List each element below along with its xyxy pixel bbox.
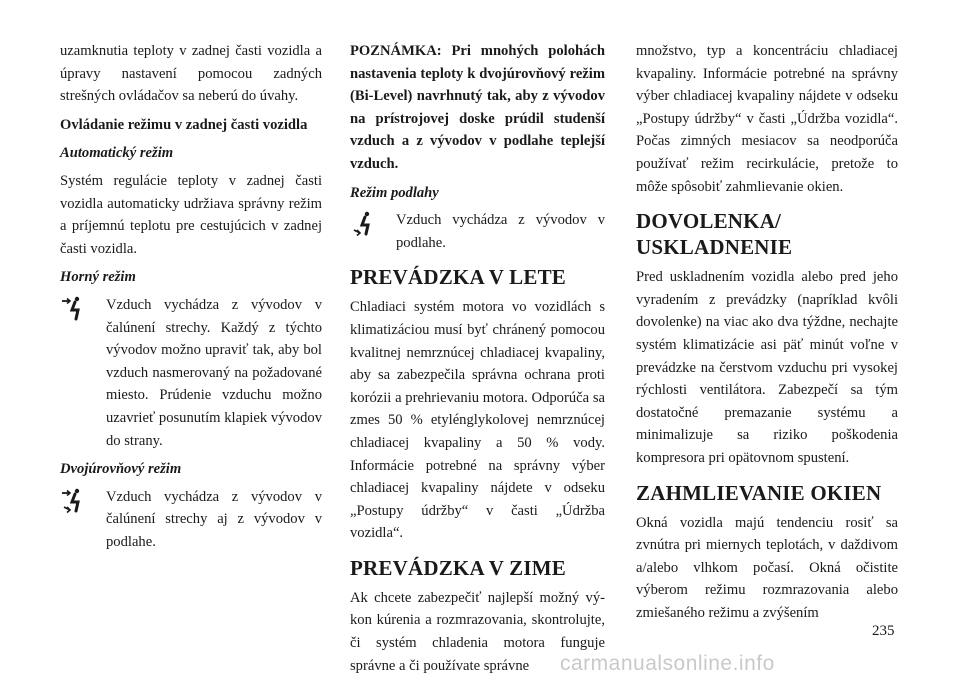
winter-heading: PREVÁDZKA V ZIME [350, 555, 566, 580]
floor-airflow-icon [350, 211, 376, 237]
auto-mode-text: Systém regulácie teploty v zadnej časti vozidla automaticky udržiava správny režim a príjemnú teplotu pre cestujúcich v zadnej časti vozidla. [60, 172, 322, 257]
intro-paragraph: uzamknutia teploty v zadnej časti vozidla a úpravy nastavení pomocou zadných strešných ovládačov sa neberú do úvahy. [60, 43, 322, 105]
bilevel-mode-block [60, 486, 322, 554]
vacation-text: Pred uskladnením vozidla alebo pred jeho vyradením z prevádzky (napríklad kvôli dovolenke) na viac ako dva týždne, nechajte systém klimatizácie asi päť minút voľne v prevádzke na čerstvom vzduchu pri vysokej rýchlosti ventilátora. Zabezpečí sa tým dostatočné premazanie systému a minimalizuje sa riziko poškodenia kompresora pri opätovnom spustení. [636, 269, 898, 466]
bilevel-mode-label: Dvojúrovňový režim [60, 461, 182, 478]
floor-mode-label: Režim podlahy [350, 184, 439, 201]
upper-mode-text: Vzduch vychádza z vývodov v čalúnení strechy. Každý z týchto vývodov možno upraviť tak, aby bol vzduch nasmerovaný na požadované miesto. Prúdenie vzduchu možno uzavrieť posunutím klapiek vývodov do strany. [106, 296, 322, 449]
column-right [636, 40, 898, 630]
floor-mode-block [350, 209, 605, 254]
column-left [60, 40, 322, 559]
auto-mode-label: Automatický režim [60, 145, 174, 162]
note-paragraph: POZNÁMKA: Pri mnohých polohách nastavenia teploty k dvojúrovňový režim (Bi-Level) navrhnutý tak, aby z vývodov na prístrojovej doske prúdil studenší vzduch a z vývodov v podlahe teplejší vzduch. [350, 43, 605, 172]
panel-vent-airflow-icon [60, 296, 86, 322]
coolant-paragraph: množstvo, typ a koncentráciu chladiacej kvapaliny. Informácie potrebné na správny výber chladiacej kvapaliny nájdete v odseku „Postupy údržby“ v časti „Údržba vozidla“. Počas zimných mesiacov sa neodporúča používať režim recirkulácie, pretože to môže spôsobiť zahmlievanie okien. [636, 43, 898, 195]
upper-mode-label: Horný režim [60, 269, 136, 286]
watermark: carmanualsonline.info [560, 652, 775, 675]
bilevel-airflow-icon [60, 488, 86, 514]
floor-mode-text: Vzduch vychádza z vývodov v podlahe. [396, 212, 605, 251]
summer-heading: PREVÁDZKA V LETE [350, 265, 566, 290]
fog-text: Okná vozidla majú tendenciu rosiť sa zvnútra pri miernych teplotách, v daždivom a/alebo vlhkom počasí. Okná očistite výberom režimu rozmrazovania alebo zmiešaného režimu a zvýšením [636, 514, 898, 621]
bilevel-mode-text: Vzduch vychádza z vývodov v čalúnení strechy aj z vývodov v podlahe. [106, 488, 322, 550]
fog-heading: ZAHMLIEVANIE OKIEN [636, 480, 882, 505]
section-heading-rear-mode: Ovládanie režimu v zadnej časti vozidla [60, 116, 308, 133]
winter-text: Ak chcete zabezpečiť najlepší možný výkon kúrenia a rozmrazovania, skontrolujte, či systém chladenia motora funguje správne a či používate správne [350, 589, 605, 674]
page-number: 235 [872, 623, 895, 639]
summer-text: Chladiaci systém motora vo vozidlách s klimatizáciou musí byť chránený pomocou kvalitnej nemrznúcej chladiacej kvapaliny, aby sa zabezpečila správna ochrana proti korózii a prehrievaniu motora. Odporúča sa zmes 50 % etylénglykolovej nemrznúcej chladiacej kvapaliny a 50 % vody. Informácie potrebné na správny výber chladiacej kvapaliny nájdete v odseku „Postupy údržby“ v časti „Údržba vozidla“. [350, 299, 605, 542]
upper-mode-block [60, 294, 322, 452]
column-middle [350, 40, 605, 683]
vacation-heading: DOVOLENKA/ USKLADNENIE [636, 209, 793, 260]
